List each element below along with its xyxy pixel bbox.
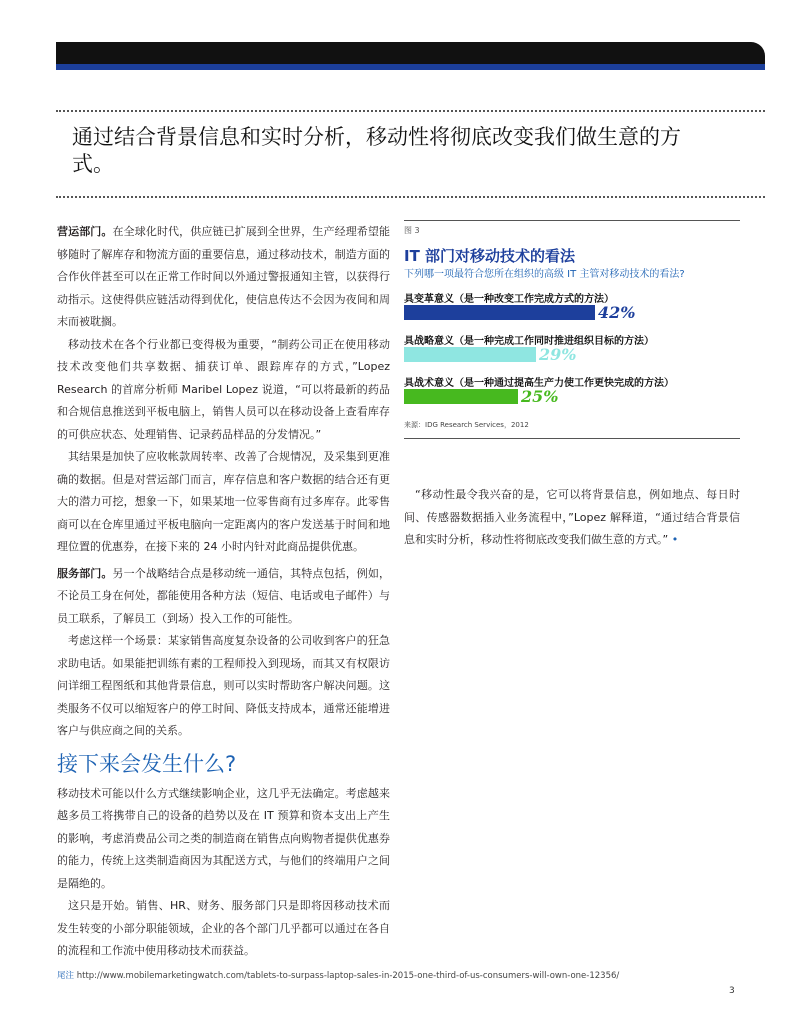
bar-3 xyxy=(404,389,518,404)
end-mark: • xyxy=(671,533,679,546)
bar-value-3: 25% xyxy=(521,387,559,406)
text-service-1: 另一个战略结合点是移动统一通信，其特点包括，例如，不论员工身在何处，都能使用各种方法（短信、电话或电子邮件）与员工联系，了解员工（到场）投入工作的可能性。 xyxy=(57,566,391,625)
footnote xyxy=(57,969,757,981)
quote-text: “移动性最令我兴奋的是，它可以将背景信息，例如地点、每日时间、传感器数据插入业务流程中，”Lopez 解释道，“通过结合背景信息和实时分析，移动性将彻底改变我们做生意的方式。” xyxy=(404,488,740,546)
footnote-label: 尾注 xyxy=(57,971,75,981)
bar-chart xyxy=(404,290,740,416)
figure-title: IT 部门对移动技术的看法 xyxy=(404,247,576,265)
right-column xyxy=(404,484,740,552)
paragraph-next-1: 移动技术可能以什么方式继续影响企业，这几乎无法确定。考虑越来越多员工将携带自己的设备的趋势以及在 IT 预算和资本支出上产生的影响，考虑消费品公司之类的制造商在销售点向购物者提供优惠券的能力，传统上这类制造商因为其配送方式，与他们的终端用户之间是隔绝的。 xyxy=(57,786,390,890)
divider-top xyxy=(56,110,765,112)
paragraph-next-2: 这只是开始。销售、HR、财务、服务部门只是即将因移动技术而发生转变的小部分职能领域，企业的各个部门几乎都可以通过在各自的流程和工作流中使用移动技术而获益。 xyxy=(57,899,390,957)
figure-source: 来源：IDG Research Services，2012 xyxy=(404,421,529,429)
figure-subtitle: 下列哪一项最符合您所在组织的高级 IT 主管对移动技术的看法? xyxy=(404,269,685,280)
quote-paragraph xyxy=(404,484,740,552)
paragraph-service xyxy=(57,563,390,631)
bar-value-2: 29% xyxy=(539,345,577,364)
paragraph-service-2: 考虑这样一个场景：某家销售高度复杂设备的公司收到客户的狂急求助电话。如果能把训练有素的工程师投入到现场，而其又有权限访问详细工程图纸和其他背景信息，则可以实时帮助客户解决问题。这类服务不仅可以缩短客户的停工时间、降低支持成本，通常还能增进客户与供应商之间的关系。 xyxy=(57,634,390,737)
page-number: 3 xyxy=(729,986,735,996)
paragraph-operations-2: 移动技术在各个行业都已变得极为重要，“制药公司正在使用移动技术改变他们共享数据、捕获订单、跟踪库存的方式，”Lopez Research 的首席分析师 Maribel Lopez 说道，“可以将最新的药品和合规信息推送到平板电脑上，销售人员可以在移动设备上查看库存的可供应状态、处理销售、记录药品样品的分发情况。” xyxy=(57,337,390,441)
lead-operations: 营运部门。 xyxy=(57,225,113,238)
bar-2 xyxy=(404,347,536,362)
section-heading-next: 接下来会发生什么? xyxy=(57,751,237,776)
figure-bottom-rule xyxy=(404,438,740,439)
figure-label: 图 3 xyxy=(404,226,420,235)
text-operations-1: 在全球化时代，供应链已扩展到全世界，生产经理希望能够随时了解库存和物流方面的重要信息，通过移动技术，制造方面的合作伙伴甚至可以在正常工作时间以外通过警报通知主管，以获得行动指示。这使得供应链活动得到优化，使信息传达不会因为夜间和周末而被耽搁。 xyxy=(57,225,391,328)
paragraph-operations-3: 其结果是加快了应收帐款周转率、改善了合规情况，及采集到更准确的数据。但是对营运部门而言，库存信息和客户数据的结合还有更大的潜力可挖，想象一下，如果某地一位零售商有过多库存。此零售商可以在仓库里通过平板电脑向一定距离内的客户发送基于时间和地理位置的优惠券，在接下来的 24 小时内针对此商品提供优惠。 xyxy=(57,450,390,553)
footnote-url[interactable]: http://www.mobilemarketingwatch.com/tablets-to-surpass-laptop-sales-in-2015-one-third-of-us-consumers-will-own-one-12356/ xyxy=(76,971,620,981)
bar-value-1: 42% xyxy=(598,303,636,322)
bar-1 xyxy=(404,305,595,320)
header-accent-bar xyxy=(56,64,765,70)
bar-label-1: 具变革意义（是一种改变工作完成方式的方法） xyxy=(404,294,614,305)
bar-label-2: 具战略意义（是一种完成工作同时推进组织目标的方法） xyxy=(404,336,654,347)
left-column xyxy=(57,221,390,963)
bar-label-3: 具战术意义（是一种通过提高生产力使工作更快完成的方法） xyxy=(404,378,674,389)
lead-service: 服务部门。 xyxy=(57,566,113,580)
divider-bottom xyxy=(56,196,765,198)
figure-top-rule xyxy=(404,220,740,221)
paragraph-operations xyxy=(57,221,390,334)
pull-quote: 通过结合背景信息和实时分析，移动性将彻底改变我们做生意的方式。 xyxy=(72,125,681,176)
figure-3 xyxy=(404,220,740,439)
